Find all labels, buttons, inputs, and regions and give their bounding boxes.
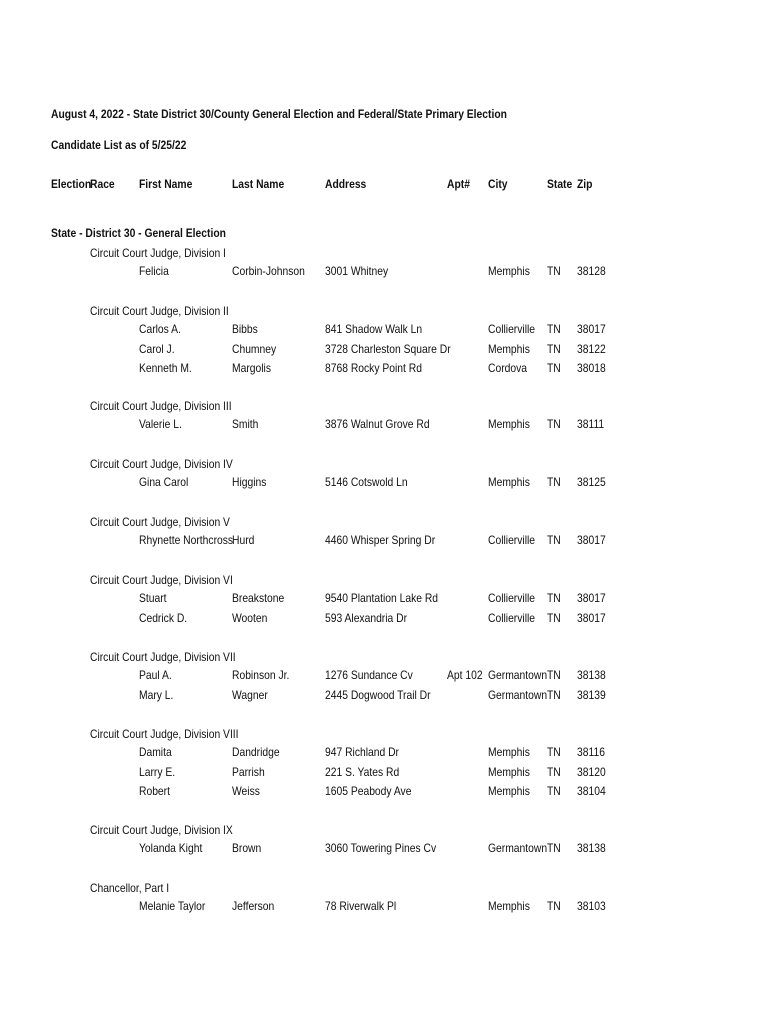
column-header-city: City [488, 177, 508, 191]
zip-cell: 38139 [577, 687, 606, 702]
column-header-zip: Zip [577, 177, 593, 191]
state-cell: TN [547, 341, 561, 356]
zip-cell: 38017 [577, 591, 606, 605]
state-cell: TN [547, 533, 561, 547]
first-name-cell: Damita [139, 745, 172, 759]
column-header-state: State [547, 177, 573, 191]
state-cell: TN [547, 610, 561, 625]
city-cell: Germantown [488, 668, 548, 682]
address-cell: 8768 Rocky Point Rd [325, 361, 422, 375]
first-name-cell: Gina Carol [139, 475, 189, 489]
address-cell: 221 S. Yates Rd [325, 764, 400, 779]
address-cell: 4460 Whisper Spring Dr [325, 533, 436, 547]
state-cell: TN [547, 417, 561, 431]
state-cell: TN [547, 264, 561, 278]
zip-cell: 38125 [577, 475, 606, 489]
city-cell: Memphis [488, 417, 530, 431]
city-cell: Collierville [488, 322, 536, 336]
zip-cell: 38103 [577, 899, 606, 913]
race-name: Circuit Court Judge, Division II [90, 304, 229, 318]
first-name-cell: Carol J. [139, 341, 175, 356]
city-cell: Memphis [488, 784, 530, 798]
last-name-cell: Robinson Jr. [232, 668, 290, 682]
race-name: Chancellor, Part I [90, 881, 170, 895]
address-cell: 3728 Charleston Square Dr [325, 341, 451, 356]
race-name: Circuit Court Judge, Division VIII [90, 727, 239, 741]
zip-cell: 38122 [577, 341, 606, 356]
column-header-address: Address [325, 177, 367, 191]
zip-cell: 38128 [577, 264, 606, 278]
zip-cell: 38017 [577, 610, 606, 625]
city-cell: Memphis [488, 764, 530, 779]
city-cell: Collierville [488, 533, 536, 547]
last-name-cell: Margolis [232, 361, 272, 375]
address-cell: 3060 Towering Pines Cv [325, 841, 437, 855]
state-cell: TN [547, 322, 561, 336]
last-name-cell: Wagner [232, 687, 268, 702]
state-cell: TN [547, 361, 561, 375]
first-name-cell: Stuart [139, 591, 167, 605]
last-name-cell: Hurd [232, 533, 255, 547]
last-name-cell: Breakstone [232, 591, 285, 605]
race-name: Circuit Court Judge, Division V [90, 515, 230, 529]
column-header-election: Election [51, 177, 92, 191]
zip-cell: 38138 [577, 668, 606, 682]
last-name-cell: Smith [232, 417, 259, 431]
state-cell: TN [547, 591, 561, 605]
last-name-cell: Corbin-Johnson [232, 264, 305, 278]
column-header-apt: Apt# [447, 177, 470, 191]
last-name-cell: Chumney [232, 341, 277, 356]
state-cell: TN [547, 764, 561, 779]
race-name: Circuit Court Judge, Division VI [90, 573, 233, 587]
first-name-cell: Larry E. [139, 764, 176, 779]
first-name-cell: Rhynette Northcross [139, 533, 234, 547]
address-cell: 1605 Peabody Ave [325, 784, 412, 798]
city-cell: Collierville [488, 591, 536, 605]
first-name-cell: Felicia [139, 264, 169, 278]
last-name-cell: Parrish [232, 764, 265, 779]
city-cell: Germantown [488, 687, 548, 702]
last-name-cell: Brown [232, 841, 262, 855]
zip-cell: 38120 [577, 764, 606, 779]
zip-cell: 38116 [577, 745, 605, 759]
state-cell: TN [547, 841, 561, 855]
last-name-cell: Bibbs [232, 322, 258, 336]
city-cell: Memphis [488, 745, 530, 759]
zip-cell: 38111 [577, 417, 605, 431]
address-cell: 841 Shadow Walk Ln [325, 322, 423, 336]
first-name-cell: Mary L. [139, 687, 174, 702]
apt-cell: Apt 102 [447, 668, 483, 682]
race-name: Circuit Court Judge, Division IX [90, 823, 233, 837]
first-name-cell: Melanie Taylor [139, 899, 206, 913]
last-name-cell: Dandridge [232, 745, 280, 759]
address-cell: 3876 Walnut Grove Rd [325, 417, 430, 431]
last-name-cell: Jefferson [232, 899, 275, 913]
city-cell: Memphis [488, 341, 530, 356]
column-header-first-name: First Name [139, 177, 193, 191]
race-name: Circuit Court Judge, Division I [90, 246, 226, 260]
city-cell: Memphis [488, 899, 530, 913]
city-cell: Memphis [488, 475, 530, 489]
state-cell: TN [547, 475, 561, 489]
zip-cell: 38018 [577, 361, 606, 375]
address-cell: 2445 Dogwood Trail Dr [325, 687, 431, 702]
document-subtitle: Candidate List as of 5/25/22 [51, 138, 187, 152]
city-cell: Germantown [488, 841, 548, 855]
state-cell: TN [547, 899, 561, 913]
address-cell: 593 Alexandria Dr [325, 610, 408, 625]
state-cell: TN [547, 784, 561, 798]
city-cell: Cordova [488, 361, 528, 375]
first-name-cell: Carlos A. [139, 322, 181, 336]
address-cell: 5146 Cotswold Ln [325, 475, 408, 489]
zip-cell: 38138 [577, 841, 606, 855]
city-cell: Collierville [488, 610, 536, 625]
state-cell: TN [547, 745, 561, 759]
address-cell: 78 Riverwalk Pl [325, 899, 397, 913]
column-header-race: Race [90, 177, 115, 191]
first-name-cell: Cedrick D. [139, 610, 188, 625]
race-name: Circuit Court Judge, Division VII [90, 650, 236, 664]
document-title: August 4, 2022 - State District 30/County General Election and Federal/State Primary Election [51, 107, 507, 121]
zip-cell: 38017 [577, 322, 606, 336]
state-cell: TN [547, 668, 561, 682]
column-header-last-name: Last Name [232, 177, 285, 191]
zip-cell: 38104 [577, 784, 606, 798]
address-cell: 3001 Whitney [325, 264, 389, 278]
last-name-cell: Higgins [232, 475, 267, 489]
last-name-cell: Weiss [232, 784, 260, 798]
first-name-cell: Valerie L. [139, 417, 182, 431]
zip-cell: 38017 [577, 533, 606, 547]
first-name-cell: Kenneth M. [139, 361, 192, 375]
last-name-cell: Wooten [232, 610, 268, 625]
first-name-cell: Paul A. [139, 668, 172, 682]
first-name-cell: Yolanda Kight [139, 841, 203, 855]
race-name: Circuit Court Judge, Division IV [90, 457, 233, 471]
city-cell: Memphis [488, 264, 530, 278]
address-cell: 9540 Plantation Lake Rd [325, 591, 439, 605]
first-name-cell: Robert [139, 784, 170, 798]
address-cell: 1276 Sundance Cv [325, 668, 413, 682]
section-heading: State - District 30 - General Election [51, 226, 226, 240]
race-name: Circuit Court Judge, Division III [90, 399, 232, 413]
state-cell: TN [547, 687, 561, 702]
address-cell: 947 Richland Dr [325, 745, 400, 759]
